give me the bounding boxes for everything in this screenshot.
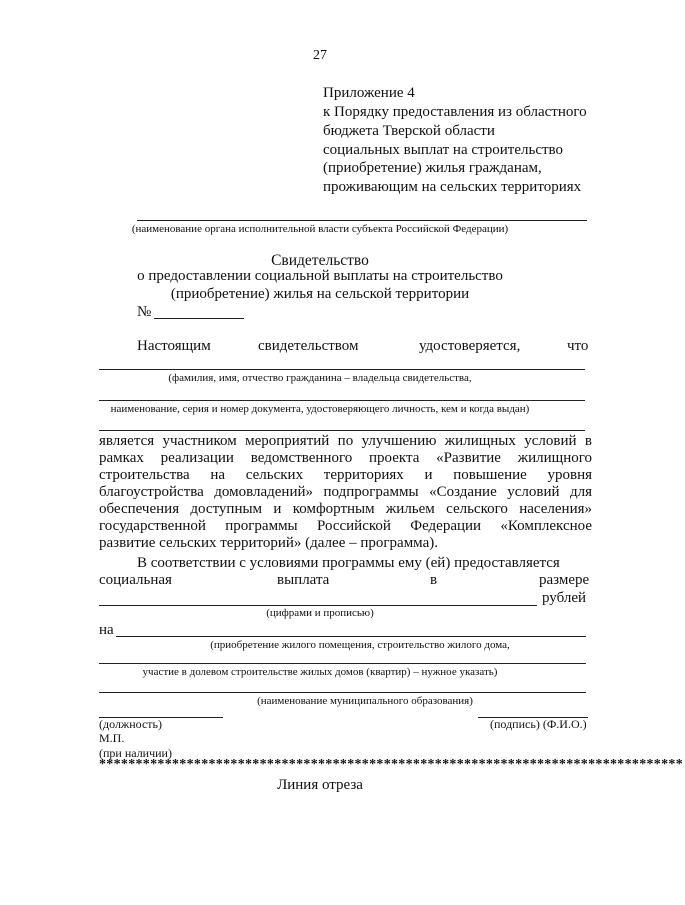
certify-word: Настоящим bbox=[137, 338, 211, 354]
appendix-title: Приложение 4 bbox=[323, 85, 415, 101]
body-line: развитие сельских территорий» (далее – программа). bbox=[99, 535, 438, 551]
purpose-line bbox=[116, 636, 586, 637]
municipality-caption: (наименование муниципального образования) bbox=[257, 695, 473, 707]
body-line: обеспечения доступным и комфортным жильем сельского населения» bbox=[99, 501, 592, 517]
conditions-word: выплата bbox=[277, 572, 330, 588]
number-label: № bbox=[137, 304, 152, 320]
authority-caption: (наименование органа исполнительной власти субъекта Российской Федерации) bbox=[131, 223, 509, 235]
municipality-line bbox=[99, 692, 586, 693]
holder-name-line bbox=[99, 369, 585, 370]
holder-name-caption: (фамилия, имя, отчество гражданина – владельца свидетельства, bbox=[168, 372, 472, 384]
appendix-line: бюджета Тверской области bbox=[323, 123, 495, 139]
cut-line-label: Линия отреза bbox=[277, 777, 363, 793]
purpose-caption: (приобретение жилого помещения, строительство жилого дома, bbox=[210, 639, 510, 651]
stamp-note: (при наличии) bbox=[99, 746, 172, 760]
conditions-word: размере bbox=[539, 572, 590, 588]
body-line: государственной программы Российской Федерации «Комплексное bbox=[99, 518, 592, 534]
certify-word: что bbox=[567, 338, 589, 354]
position-caption: (должность) bbox=[99, 717, 162, 731]
signature-caption: (подпись) (Ф.И.О.) bbox=[490, 717, 587, 731]
rubles-label: рублей bbox=[542, 590, 587, 606]
appendix-line: (приобретение) жилья гражданам, bbox=[323, 160, 542, 176]
certificate-subtitle: о предоставлении социальной выплаты на строительство bbox=[137, 268, 503, 284]
body-line: благоустройства домовладений» подпрограммы «Создание условий для bbox=[99, 484, 592, 500]
appendix-line: к Порядку предоставления из областного bbox=[323, 104, 587, 120]
body-line: является участником мероприятий по улучшению жилищных условий в bbox=[99, 433, 592, 449]
number-line bbox=[154, 318, 244, 319]
amount-line bbox=[99, 605, 537, 606]
certify-word: свидетельством bbox=[258, 338, 359, 354]
id-document-line bbox=[99, 400, 585, 401]
conditions-line: В соответствии с условиями программы ему (ей) предоставляется bbox=[137, 555, 560, 571]
blank-line bbox=[99, 430, 585, 431]
purpose-caption-2: участие в долевом строительстве жилых домов (квартир) – нужное указать) bbox=[142, 666, 498, 678]
certify-word: удостоверяется, bbox=[419, 338, 521, 354]
amount-caption: (цифрами и прописью) bbox=[266, 607, 374, 619]
appendix-line: проживающим на сельских территориях bbox=[323, 179, 582, 195]
conditions-word: социальная bbox=[99, 572, 172, 588]
body-line: строительства на сельских территориях и повышение уровня bbox=[99, 467, 592, 483]
purpose-line-2 bbox=[99, 663, 586, 664]
page-number: 27 bbox=[313, 48, 327, 63]
separator-stars: ******************************************************************************** bbox=[99, 757, 683, 772]
na-label: на bbox=[99, 622, 114, 638]
body-line: рамках реализации ведомственного проекта «Развитие жилищного bbox=[99, 450, 592, 466]
conditions-word: в bbox=[430, 572, 438, 588]
id-document-caption: наименование, серия и номер документа, удостоверяющего личность, кем и когда выдан) bbox=[110, 403, 530, 415]
appendix-line: социальных выплат на строительство bbox=[323, 142, 564, 158]
certificate-subtitle: (приобретение) жилья на сельской территории bbox=[170, 286, 470, 302]
certificate-title: Свидетельство bbox=[271, 252, 369, 269]
stamp-label: М.П. bbox=[99, 731, 125, 745]
authority-line bbox=[137, 220, 587, 221]
